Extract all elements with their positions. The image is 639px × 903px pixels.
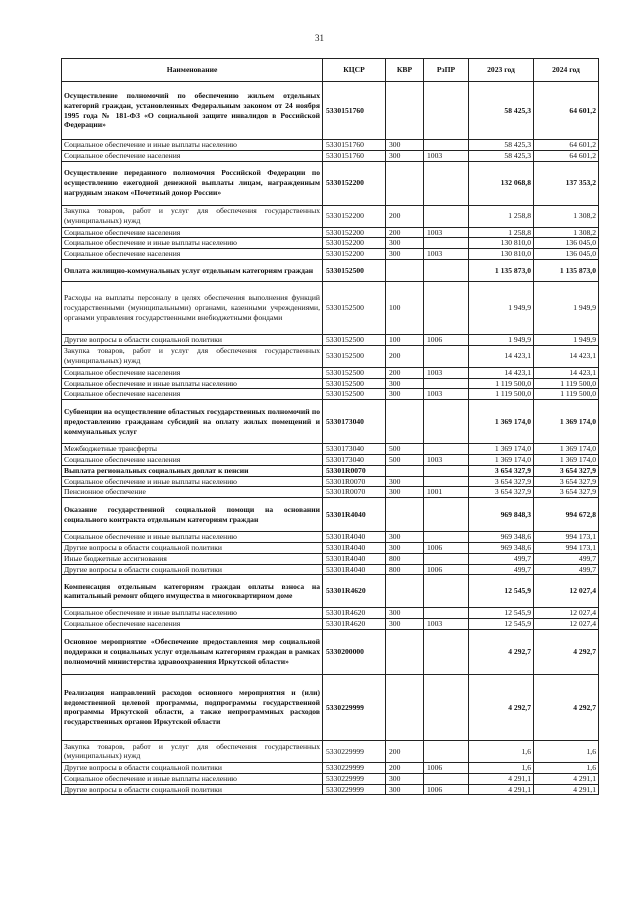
cell-name: Социальное обеспечение населения (62, 227, 323, 238)
cell-kcsr: 5330229999 (323, 674, 386, 740)
cell-name: Социальное обеспечение и иные выплаты населению (62, 238, 323, 249)
cell-kvr: 300 (386, 773, 424, 784)
cell-name: Социальное обеспечение и иные выплаты населению (62, 532, 323, 543)
cell-kcsr: 5330152500 (323, 259, 386, 281)
cell-2023: 1 258,8 (469, 227, 534, 238)
cell-kcsr: 53301R0070 (323, 487, 386, 498)
table-row (62, 532, 599, 543)
cell-rzpr: 1006 (424, 542, 469, 553)
cell-kvr: 800 (386, 553, 424, 564)
cell-2024: 64 601,2 (534, 140, 599, 151)
cell-2023: 4 292,7 (469, 629, 534, 674)
cell-name: Осуществление переданного полномочия Российской Федерации по осуществлению ежегодной денежной выплаты лицам, награжденным нагрудным знаком «Почетный донор России» (62, 161, 323, 205)
cell-2023: 4 292,7 (469, 674, 534, 740)
cell-rzpr: 1003 (424, 389, 469, 400)
cell-kcsr: 5330152500 (323, 281, 386, 334)
table-row (62, 150, 599, 161)
cell-2024: 1,6 (534, 740, 599, 762)
cell-name: Другие вопросы в области социальной политики (62, 542, 323, 553)
cell-2024: 14 423,1 (534, 367, 599, 378)
cell-2024: 499,7 (534, 564, 599, 575)
cell-2024: 12 027,4 (534, 575, 599, 608)
table-row (62, 542, 599, 553)
cell-kcsr: 5330173040 (323, 400, 386, 444)
table-row (62, 762, 599, 773)
cell-name: Социальное обеспечение и иные выплаты населению (62, 608, 323, 619)
cell-rzpr (424, 773, 469, 784)
cell-rzpr (424, 532, 469, 543)
cell-2024: 1 308,2 (534, 205, 599, 227)
cell-rzpr (424, 281, 469, 334)
cell-kvr: 200 (386, 740, 424, 762)
cell-2023: 4 291,1 (469, 773, 534, 784)
table-row (62, 575, 599, 608)
cell-rzpr (424, 140, 469, 151)
cell-rzpr: 1006 (424, 334, 469, 345)
cell-kcsr: 53301R4620 (323, 608, 386, 619)
table-row (62, 454, 599, 465)
table-row (62, 498, 599, 532)
cell-kcsr: 53301R0070 (323, 465, 386, 476)
cell-kcsr: 5330152200 (323, 238, 386, 249)
cell-2023: 1 135 873,0 (469, 259, 534, 281)
cell-kcsr: 5330173040 (323, 444, 386, 455)
cell-name: Социальное обеспечение населения (62, 249, 323, 260)
cell-kvr: 100 (386, 334, 424, 345)
cell-2024: 1 369 174,0 (534, 400, 599, 444)
table-row (62, 674, 599, 740)
cell-rzpr: 1006 (424, 784, 469, 795)
cell-name: Закупка товаров, работ и услуг для обеспечения государственных (муниципальных) нужд (62, 740, 323, 762)
cell-name: Социальное обеспечение населения (62, 619, 323, 630)
cell-2024: 1 119 500,0 (534, 378, 599, 389)
table-row (62, 205, 599, 227)
table-row (62, 564, 599, 575)
cell-2024: 1 135 873,0 (534, 259, 599, 281)
cell-2024: 1 949,9 (534, 334, 599, 345)
cell-2024: 499,7 (534, 553, 599, 564)
cell-name: Иные бюджетные ассигнования (62, 553, 323, 564)
cell-rzpr (424, 629, 469, 674)
cell-2024: 12 027,4 (534, 608, 599, 619)
cell-rzpr (424, 444, 469, 455)
cell-2024: 4 291,1 (534, 773, 599, 784)
table-body (62, 82, 599, 795)
cell-name: Оплата жилищно-коммунальных услуг отдельным категориям граждан (62, 259, 323, 281)
cell-name: Пенсионное обеспечение (62, 487, 323, 498)
cell-kcsr: 5330173040 (323, 454, 386, 465)
cell-2024: 994 672,8 (534, 498, 599, 532)
cell-name: Осуществление полномочий по обеспечению жильем отдельных категорий граждан, установленных Федеральным законом от 24 ноября 1995 года № 181-ФЗ «О социальной защите инвалидов в Российской Федерации» (62, 82, 323, 140)
cell-name: Социальное обеспечение населения (62, 389, 323, 400)
cell-rzpr (424, 238, 469, 249)
table-row (62, 487, 599, 498)
cell-rzpr (424, 259, 469, 281)
cell-2023: 58 425,3 (469, 140, 534, 151)
cell-rzpr: 1003 (424, 619, 469, 630)
cell-kcsr: 5330229999 (323, 773, 386, 784)
cell-name: Субвенции на осуществление областных государственных полномочий по предоставлению гражданам субсидий на оплату жилых помещений и коммунальных услуг (62, 400, 323, 444)
table-row (62, 334, 599, 345)
cell-kvr: 300 (386, 238, 424, 249)
cell-rzpr (424, 476, 469, 487)
table-row (62, 140, 599, 151)
cell-2023: 12 545,9 (469, 608, 534, 619)
table-row (62, 161, 599, 205)
cell-kvr: 300 (386, 476, 424, 487)
header-kcsr: КЦСР (323, 59, 386, 82)
cell-kvr: 300 (386, 608, 424, 619)
cell-kvr (386, 674, 424, 740)
cell-2024: 14 423,1 (534, 345, 599, 367)
cell-kcsr: 53301R4040 (323, 532, 386, 543)
cell-name: Социальное обеспечение и иные выплаты населению (62, 476, 323, 487)
cell-2023: 132 068,8 (469, 161, 534, 205)
table-row (62, 259, 599, 281)
cell-kvr: 300 (386, 487, 424, 498)
cell-name: Другие вопросы в области социальной политики (62, 564, 323, 575)
cell-rzpr: 1003 (424, 367, 469, 378)
cell-rzpr (424, 378, 469, 389)
cell-2023: 4 291,1 (469, 784, 534, 795)
cell-2023: 969 348,6 (469, 532, 534, 543)
cell-kcsr: 53301R4040 (323, 564, 386, 575)
cell-rzpr: 1006 (424, 564, 469, 575)
cell-2023: 969 348,6 (469, 542, 534, 553)
cell-kcsr: 5330151760 (323, 150, 386, 161)
table-header-row (62, 59, 599, 82)
cell-kvr: 200 (386, 345, 424, 367)
cell-rzpr (424, 400, 469, 444)
cell-rzpr: 1003 (424, 454, 469, 465)
cell-2023: 499,7 (469, 553, 534, 564)
cell-rzpr: 1001 (424, 487, 469, 498)
cell-kcsr: 53301R0070 (323, 476, 386, 487)
table-row (62, 367, 599, 378)
cell-name: Межбюджетные трансферты (62, 444, 323, 455)
cell-2023: 14 423,1 (469, 345, 534, 367)
table-row (62, 238, 599, 249)
cell-kvr: 300 (386, 619, 424, 630)
table-row (62, 740, 599, 762)
page-number: 31 (315, 33, 324, 43)
cell-name: Социальное обеспечение населения (62, 454, 323, 465)
cell-kvr: 300 (386, 389, 424, 400)
cell-2023: 499,7 (469, 564, 534, 575)
cell-kvr: 800 (386, 564, 424, 575)
cell-rzpr: 1003 (424, 227, 469, 238)
cell-name: Социальное обеспечение и иные выплаты населению (62, 773, 323, 784)
cell-kcsr: 5330151760 (323, 82, 386, 140)
cell-2024: 1 119 500,0 (534, 389, 599, 400)
cell-2024: 4 292,7 (534, 629, 599, 674)
cell-2024: 3 654 327,9 (534, 476, 599, 487)
cell-rzpr (424, 608, 469, 619)
cell-kvr: 200 (386, 367, 424, 378)
cell-kvr (386, 465, 424, 476)
cell-rzpr (424, 498, 469, 532)
cell-rzpr (424, 345, 469, 367)
cell-name: Социальное обеспечение и иные выплаты населению (62, 140, 323, 151)
cell-kcsr: 5330152200 (323, 227, 386, 238)
table-row (62, 281, 599, 334)
cell-2024: 12 027,4 (534, 619, 599, 630)
cell-name: Другие вопросы в области социальной политики (62, 784, 323, 795)
cell-name: Другие вопросы в области социальной политики (62, 334, 323, 345)
cell-name: Закупка товаров, работ и услуг для обеспечения государственных (муниципальных) нужд (62, 205, 323, 227)
cell-kvr: 300 (386, 542, 424, 553)
cell-2023: 1 949,9 (469, 334, 534, 345)
table-row (62, 553, 599, 564)
cell-name: Социальное обеспечение населения (62, 150, 323, 161)
cell-2024: 4 292,7 (534, 674, 599, 740)
cell-2023: 1 119 500,0 (469, 378, 534, 389)
cell-2024: 994 173,1 (534, 542, 599, 553)
table-row (62, 400, 599, 444)
cell-2023: 12 545,9 (469, 575, 534, 608)
cell-kvr (386, 161, 424, 205)
header-year-2024: 2024 год (534, 59, 599, 82)
table-row (62, 629, 599, 674)
cell-kvr: 300 (386, 150, 424, 161)
cell-name: Расходы на выплаты персоналу в целях обеспечения выполнения функций государственными (муниципальными) органами, казенными учреждениями, органами управления государственными внебюджетными фондами (62, 281, 323, 334)
cell-kcsr: 5330152200 (323, 249, 386, 260)
cell-rzpr (424, 553, 469, 564)
cell-name: Основное мероприятие «Обеспечение предоставления мер социальной поддержки и социальных услуг отдельным категориям граждан в рамках полномочий министерства здравоохранения Иркутской области» (62, 629, 323, 674)
cell-kcsr: 5330152500 (323, 334, 386, 345)
cell-kcsr: 53301R4040 (323, 498, 386, 532)
cell-name: Реализация направлений расходов основного мероприятия и (или) ведомственной целевой программы, подпрограммы государственной программы Иркутской области, а также непрограммных расходов государственных органов Иркутской области (62, 674, 323, 740)
cell-kcsr: 5330229999 (323, 784, 386, 795)
table-row (62, 784, 599, 795)
cell-2023: 1 949,9 (469, 281, 534, 334)
cell-2023: 3 654 327,9 (469, 487, 534, 498)
cell-2023: 1 369 174,0 (469, 444, 534, 455)
cell-2023: 3 654 327,9 (469, 476, 534, 487)
cell-2024: 1 369 174,0 (534, 454, 599, 465)
table-row (62, 82, 599, 140)
table-row (62, 608, 599, 619)
table-row (62, 476, 599, 487)
header-kvr: КВР (386, 59, 424, 82)
cell-kvr (386, 629, 424, 674)
cell-rzpr (424, 82, 469, 140)
cell-kvr: 300 (386, 784, 424, 795)
cell-kvr: 200 (386, 205, 424, 227)
cell-2024: 136 045,0 (534, 238, 599, 249)
cell-rzpr: 1006 (424, 762, 469, 773)
cell-kvr: 100 (386, 281, 424, 334)
table-row (62, 619, 599, 630)
cell-kcsr: 5330152500 (323, 378, 386, 389)
cell-2023: 969 848,3 (469, 498, 534, 532)
cell-2023: 1,6 (469, 762, 534, 773)
cell-kvr (386, 82, 424, 140)
cell-name: Выплата региональных социальных доплат к пенсии (62, 465, 323, 476)
cell-kvr: 500 (386, 444, 424, 455)
cell-rzpr (424, 740, 469, 762)
table-row (62, 465, 599, 476)
cell-rzpr: 1003 (424, 249, 469, 260)
cell-rzpr (424, 575, 469, 608)
table-row (62, 444, 599, 455)
cell-kcsr: 53301R4040 (323, 553, 386, 564)
cell-kcsr: 5330229999 (323, 762, 386, 773)
cell-kvr: 300 (386, 249, 424, 260)
cell-rzpr: 1003 (424, 150, 469, 161)
cell-2023: 1 369 174,0 (469, 400, 534, 444)
cell-2023: 1,6 (469, 740, 534, 762)
header-name: Наименование (62, 59, 323, 82)
cell-2024: 4 291,1 (534, 784, 599, 795)
cell-kcsr: 53301R4620 (323, 619, 386, 630)
cell-name: Социальное обеспечение населения (62, 367, 323, 378)
cell-name: Другие вопросы в области социальной политики (62, 762, 323, 773)
cell-kcsr: 53301R4040 (323, 542, 386, 553)
table-row (62, 378, 599, 389)
cell-name: Закупка товаров, работ и услуг для обеспечения государственных (муниципальных) нужд (62, 345, 323, 367)
cell-name: Компенсация отдельным категориям граждан оплаты взноса на капитальный ремонт общего имущества в многоквартирном доме (62, 575, 323, 608)
cell-2024: 64 601,2 (534, 82, 599, 140)
cell-rzpr (424, 205, 469, 227)
cell-2024: 64 601,2 (534, 150, 599, 161)
cell-kvr: 200 (386, 227, 424, 238)
cell-rzpr (424, 161, 469, 205)
cell-2024: 136 045,0 (534, 249, 599, 260)
cell-2023: 1 258,8 (469, 205, 534, 227)
cell-2023: 1 119 500,0 (469, 389, 534, 400)
cell-kcsr: 5330152500 (323, 367, 386, 378)
cell-kvr: 300 (386, 140, 424, 151)
cell-2024: 994 173,1 (534, 532, 599, 543)
table-row (62, 227, 599, 238)
table-row (62, 345, 599, 367)
cell-2023: 3 654 327,9 (469, 465, 534, 476)
cell-2024: 1 369 174,0 (534, 444, 599, 455)
cell-kcsr: 5330152500 (323, 389, 386, 400)
table-row (62, 389, 599, 400)
table-row (62, 249, 599, 260)
cell-kvr: 300 (386, 532, 424, 543)
cell-kvr (386, 498, 424, 532)
cell-kcsr: 5330229999 (323, 740, 386, 762)
cell-2023: 58 425,3 (469, 150, 534, 161)
cell-2024: 3 654 327,9 (534, 465, 599, 476)
cell-name: Оказание государственной социальной помощи на основании социального контракта отдельным категориям граждан (62, 498, 323, 532)
cell-kcsr: 5330152200 (323, 161, 386, 205)
cell-rzpr (424, 674, 469, 740)
cell-kcsr: 5330152500 (323, 345, 386, 367)
cell-kvr: 200 (386, 762, 424, 773)
cell-kcsr: 53301R4620 (323, 575, 386, 608)
cell-kvr (386, 259, 424, 281)
cell-2023: 12 545,9 (469, 619, 534, 630)
budget-table (61, 58, 599, 795)
cell-kvr: 500 (386, 454, 424, 465)
cell-2024: 1,6 (534, 762, 599, 773)
cell-2023: 130 810,0 (469, 249, 534, 260)
cell-kcsr: 5330200000 (323, 629, 386, 674)
cell-2024: 3 654 327,9 (534, 487, 599, 498)
cell-2023: 130 810,0 (469, 238, 534, 249)
cell-2023: 14 423,1 (469, 367, 534, 378)
cell-name: Социальное обеспечение и иные выплаты населению (62, 378, 323, 389)
header-year-2023: 2023 год (469, 59, 534, 82)
cell-kvr (386, 400, 424, 444)
cell-kcsr: 5330151760 (323, 140, 386, 151)
table-row (62, 773, 599, 784)
cell-rzpr (424, 465, 469, 476)
cell-2024: 1 949,9 (534, 281, 599, 334)
cell-2024: 1 308,2 (534, 227, 599, 238)
header-rzpr: РзПР (424, 59, 469, 82)
cell-2023: 58 425,3 (469, 82, 534, 140)
cell-2024: 137 353,2 (534, 161, 599, 205)
cell-2023: 1 369 174,0 (469, 454, 534, 465)
cell-kcsr: 5330152200 (323, 205, 386, 227)
cell-kvr (386, 575, 424, 608)
cell-kvr: 300 (386, 378, 424, 389)
